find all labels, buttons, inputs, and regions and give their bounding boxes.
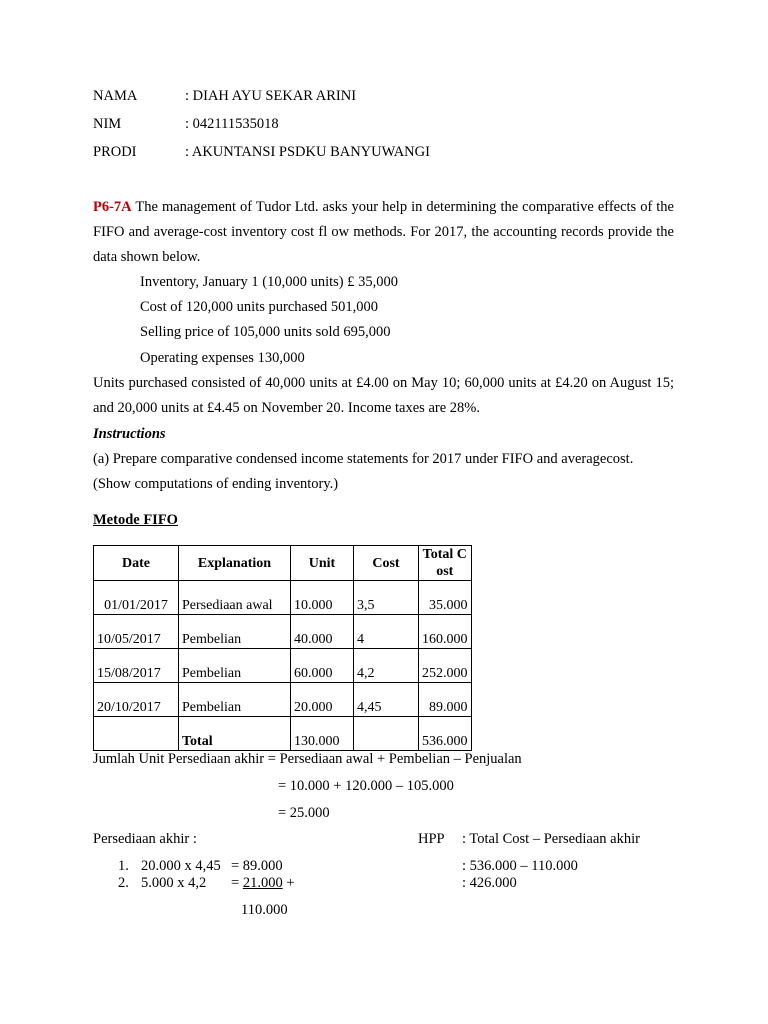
explanation-cell: Persediaan awal: [179, 581, 291, 615]
equation-line: = 10.000 + 120.000 – 105.000: [278, 778, 454, 794]
equals-sign: =: [231, 875, 240, 891]
date-cell: 10/05/2017: [94, 615, 179, 649]
total-cell: 252.000: [419, 649, 472, 683]
instruction-a2: (Show computations of ending inventory.): [93, 476, 339, 492]
prodi-label: PRODI: [93, 144, 137, 160]
ending-inventory-sum: 110.000: [241, 902, 288, 918]
hpp-calc: : 536.000 – 110.000: [462, 858, 578, 874]
total-cell: 160.000: [419, 615, 472, 649]
item-result: = 89.000: [231, 858, 283, 874]
jumlah-line: Jumlah Unit Persediaan akhir = Persediaan awal + Pembelian – Penjualan: [93, 751, 522, 767]
fifo-title: Metode FIFO: [93, 512, 178, 528]
date-cell: 15/08/2017: [94, 649, 179, 683]
table-row: [94, 581, 472, 615]
total-label: Total: [179, 717, 291, 751]
empty-cell: [94, 717, 179, 751]
instruction-a: (a) Prepare comparative condensed income statements for 2017 under FIFO and averagecost.: [93, 451, 634, 467]
data-line: Cost of 120,000 units purchased 501,000: [140, 299, 379, 315]
column-header: Explanation: [179, 546, 291, 581]
table-total-row: [94, 717, 472, 751]
column-header: Cost: [354, 546, 419, 581]
prodi-value: : AKUNTANSI PSDKU BANYUWANGI: [185, 144, 430, 160]
table-row: [94, 649, 472, 683]
hpp-formula: : Total Cost – Persediaan akhir: [462, 831, 640, 847]
table-row: [94, 683, 472, 717]
unit-cell: 10.000: [291, 581, 354, 615]
nim-label: NIM: [93, 116, 122, 132]
item-calc: 5.000 x 4,2: [141, 875, 207, 891]
empty-cell: [354, 717, 419, 751]
table-row: [94, 615, 472, 649]
hpp-label: HPP: [418, 831, 445, 847]
item-value: 21.000: [242, 875, 283, 891]
problem-code: P6-7A: [93, 199, 132, 215]
fifo-table: [93, 545, 472, 751]
problem-intro: [93, 195, 674, 270]
item-result: [231, 875, 295, 892]
nim-value: : 042111535018: [185, 116, 279, 132]
instructions-title: Instructions: [93, 426, 166, 442]
total-cell: 35.000: [419, 581, 472, 615]
explanation-cell: Pembelian: [179, 683, 291, 717]
cost-cell: 4: [354, 615, 419, 649]
cost-cell: 4,45: [354, 683, 419, 717]
item-number: 2.: [118, 875, 129, 891]
unit-cell: 60.000: [291, 649, 354, 683]
grand-total-cell: 536.000: [419, 717, 472, 751]
explanation-cell: Pembelian: [179, 615, 291, 649]
equation-result: = 25.000: [278, 805, 330, 821]
data-line: Inventory, January 1 (10,000 units) £ 35,000: [140, 274, 399, 290]
item-number: 1.: [118, 858, 129, 874]
total-unit-cell: 130.000: [291, 717, 354, 751]
nama-value: : DIAH AYU SEKAR ARINI: [185, 88, 357, 104]
units-text: Units purchased consisted of 40,000 units at £4.00 on May 10; 60,000 units at £4.20 on August 15; and 20,000 units at £4.45 on November 20. Income taxes are 28%.: [93, 375, 674, 416]
column-header: Total Cost: [419, 546, 472, 581]
explanation-cell: Pembelian: [179, 649, 291, 683]
data-line: Selling price of 105,000 units sold 695,000: [140, 324, 391, 340]
cost-cell: 3,5: [354, 581, 419, 615]
item-calc: 20.000 x 4,45: [141, 858, 221, 874]
hpp-result: : 426.000: [462, 875, 517, 891]
unit-cell: 40.000: [291, 615, 354, 649]
data-line: Operating expenses 130,000: [140, 350, 305, 366]
persediaan-label: Persediaan akhir :: [93, 831, 197, 847]
date-cell: 20/10/2017: [94, 683, 179, 717]
table-header-row: [94, 546, 472, 581]
plus-sign: +: [286, 875, 295, 891]
cost-cell: 4,2: [354, 649, 419, 683]
total-cell: 89.000: [419, 683, 472, 717]
nama-label: NAMA: [93, 88, 138, 104]
unit-cell: 20.000: [291, 683, 354, 717]
problem-intro-text: The management of Tudor Ltd. asks your help in determining the comparative effects of the FIFO and average-cost inventory cost fl ow methods. For 2017, the accounting records provide the data shown below.: [93, 199, 674, 265]
date-cell: 01/01/2017: [94, 581, 179, 615]
column-header: Unit: [291, 546, 354, 581]
column-header: Date: [94, 546, 179, 581]
